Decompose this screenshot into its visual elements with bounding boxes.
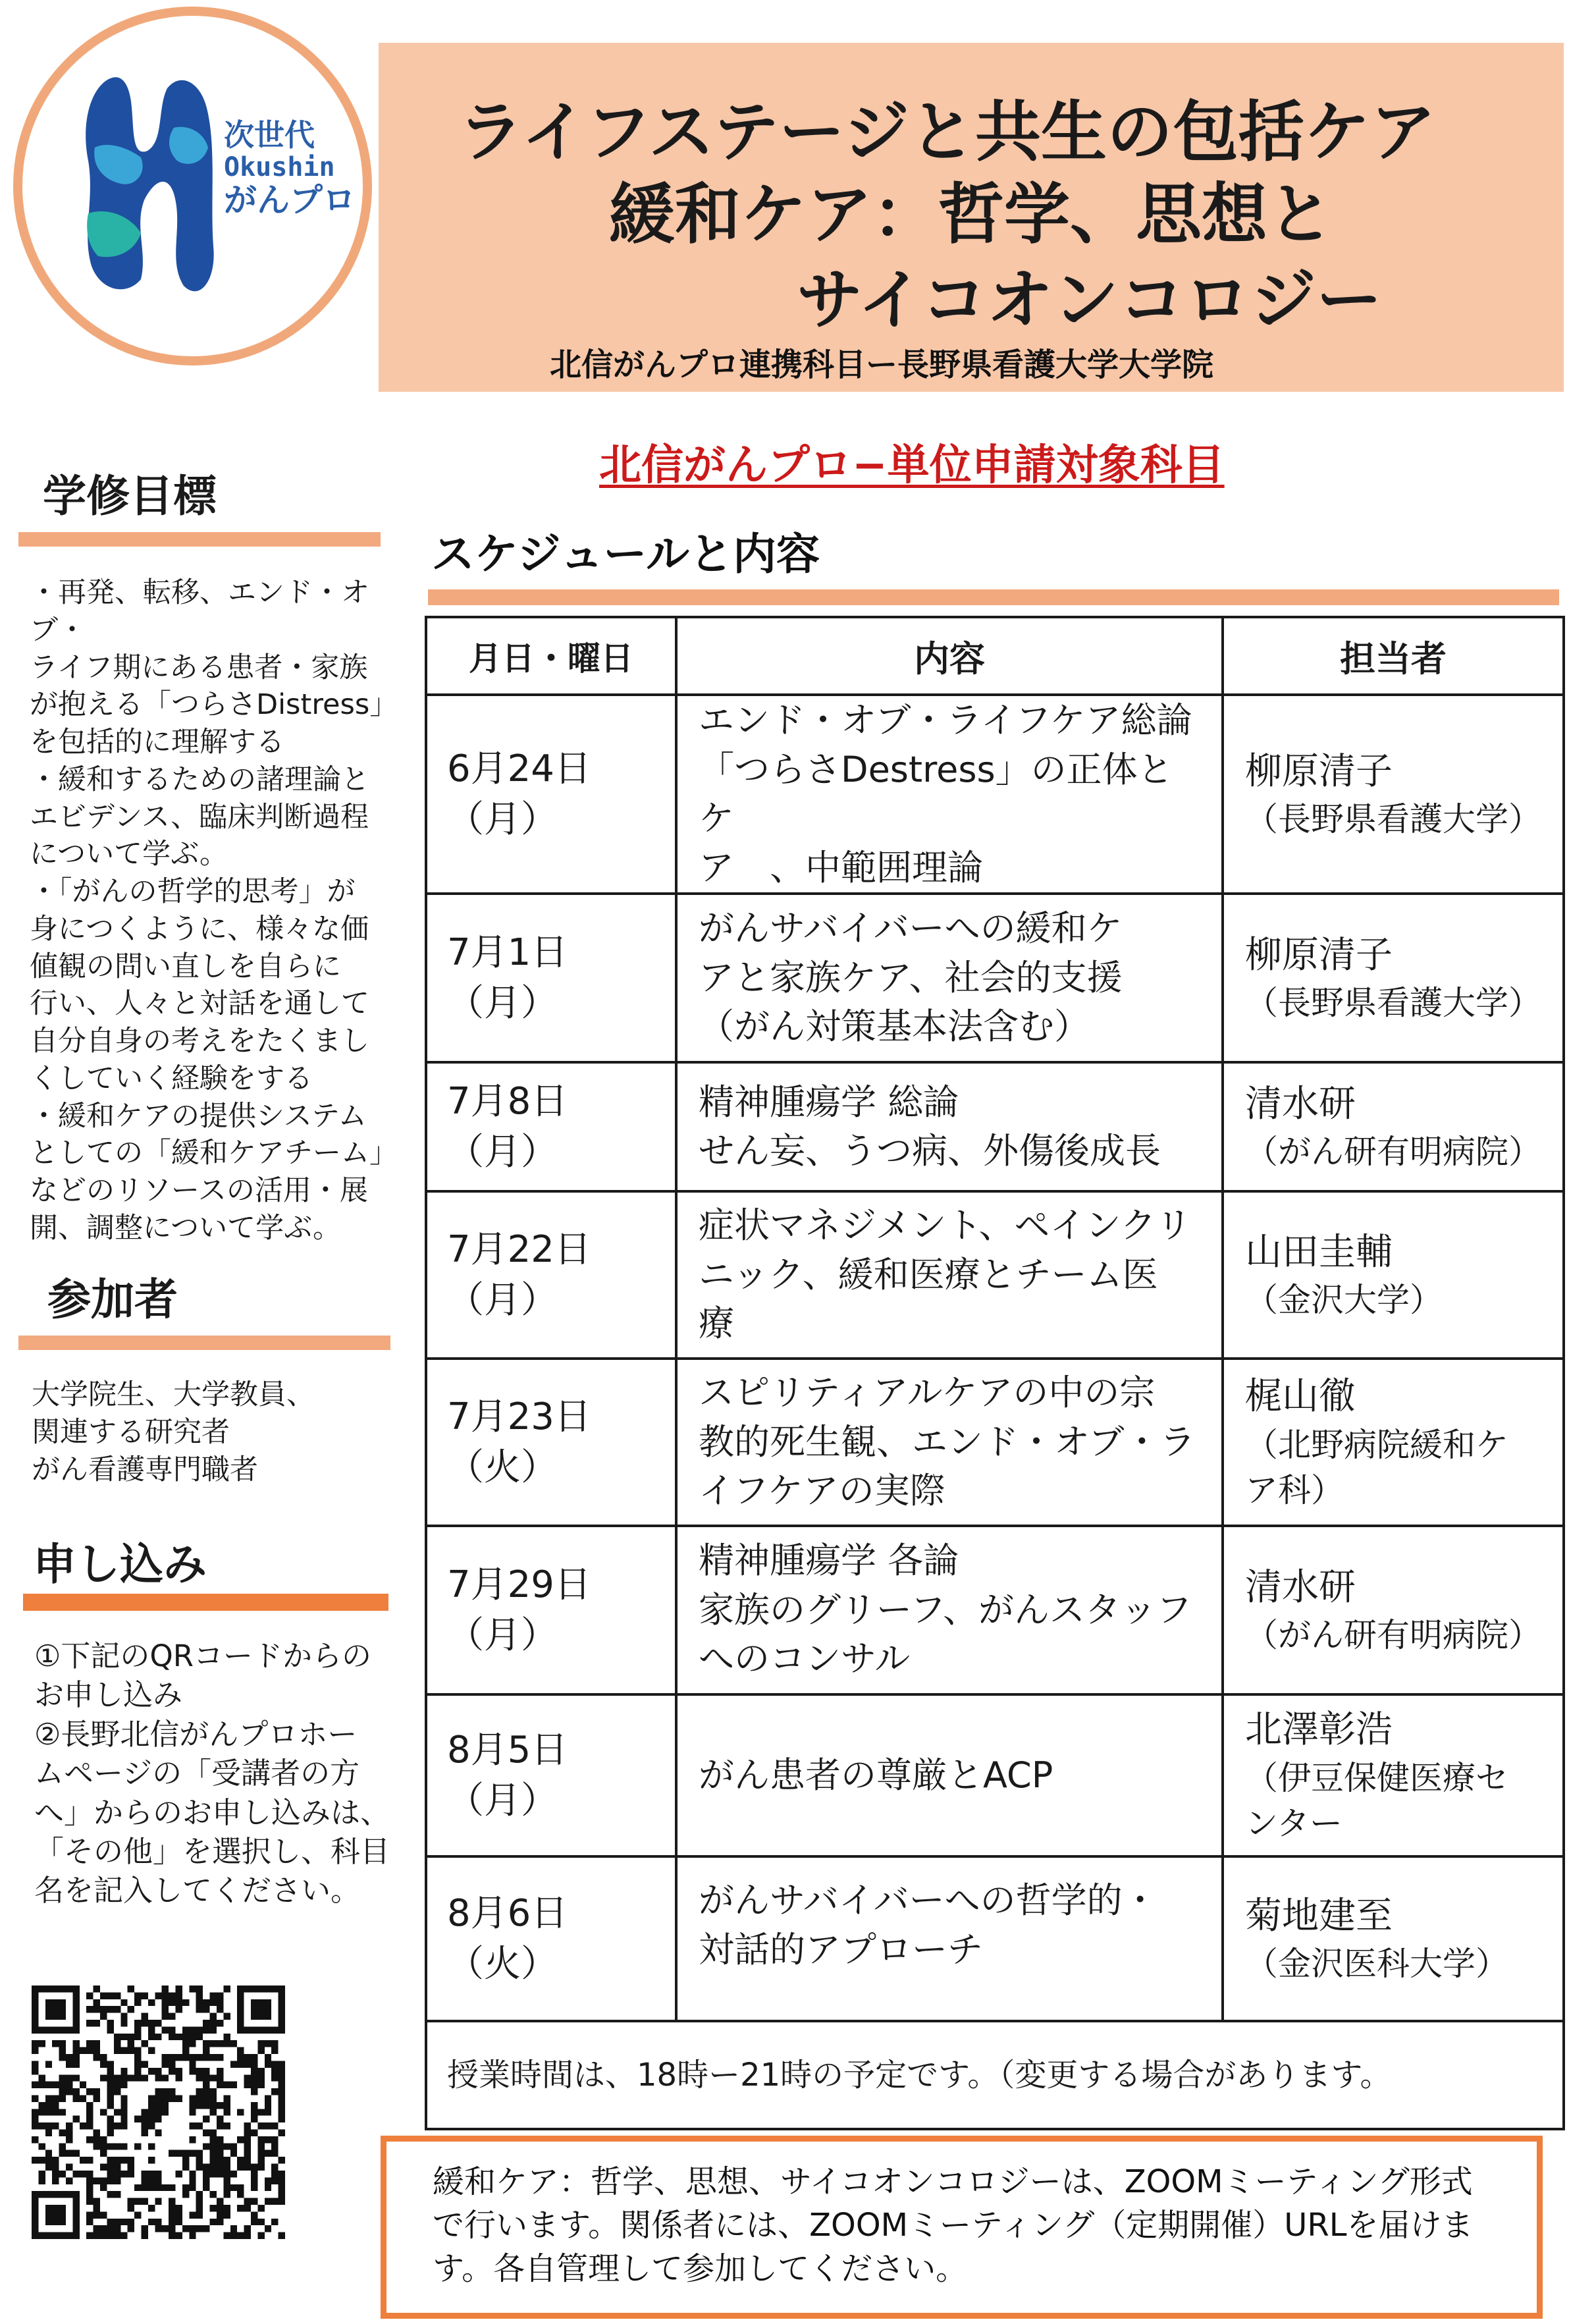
header-content: 内容 xyxy=(676,617,1223,695)
goals-line: 身につくように、様々な価 xyxy=(30,912,369,946)
schedule-table-wrap xyxy=(425,616,1562,2130)
apply-line: お申し込み xyxy=(34,1677,183,1713)
instructor-name: 山田圭輔 xyxy=(1245,1230,1393,1274)
content-line: がんサバイバーへの哲学的・ xyxy=(699,1879,1158,1922)
table-row xyxy=(426,1191,1564,1359)
table-note-row xyxy=(426,2021,1564,2129)
instructor-affiliation: （北野病院緩和ケ xyxy=(1245,1425,1508,1464)
instructor-affiliation: （金沢医科大学） xyxy=(1245,1945,1508,1984)
date: 7月8日 xyxy=(447,1079,568,1123)
goals-line: を包括的に理解する xyxy=(30,726,284,759)
instructor-name: 清水研 xyxy=(1245,1082,1356,1125)
participants-line: がん看護専門職者 xyxy=(32,1453,258,1486)
content-cell xyxy=(676,1856,1223,2021)
date: 8月6日 xyxy=(447,1891,568,1935)
instructor-name: 清水研 xyxy=(1245,1565,1356,1609)
instructor-name: 柳原清子 xyxy=(1245,933,1393,977)
content-cell xyxy=(676,1694,1223,1856)
weekday: （月） xyxy=(447,982,558,1025)
weekday: （火） xyxy=(447,1943,558,1986)
content-line: 「つらさDestress」の正体とケ xyxy=(699,748,1173,840)
goals-line: ライフ期にある患者・家族 xyxy=(30,651,368,684)
content-cell xyxy=(676,1191,1223,1359)
content-line: エンド・オブ・ライフケア総論 xyxy=(699,699,1192,741)
weekday: （月） xyxy=(447,1279,558,1322)
instructor-cell xyxy=(1223,1526,1564,1694)
instructor-affiliation: ア科） xyxy=(1245,1471,1344,1509)
date-cell xyxy=(426,1856,676,2021)
content-line: 精神腫瘍学 総論 xyxy=(699,1081,959,1123)
apply-text xyxy=(34,1636,403,1910)
goals-line: について学ぶ。 xyxy=(30,838,228,871)
content-line: ニック、緩和医療とチーム医 xyxy=(699,1253,1158,1295)
weekday: （月） xyxy=(447,1614,558,1658)
goals-line: ・「がんの哲学的思考」が xyxy=(30,875,356,908)
instructor-cell xyxy=(1223,894,1564,1062)
instructor-name: 菊地建至 xyxy=(1245,1894,1393,1937)
instructor-affiliation: （金沢大学） xyxy=(1245,1281,1443,1320)
content-line: 教的死生観、エンド・オブ・ラ xyxy=(699,1420,1196,1463)
instructor-cell xyxy=(1223,695,1564,894)
instructor-affiliation: （長野県看護大学） xyxy=(1245,984,1541,1023)
instructor-affiliation: （長野県看護大学） xyxy=(1245,800,1541,839)
weekday: （月） xyxy=(447,1779,558,1823)
zoom-notice xyxy=(381,2136,1543,2319)
title-line-1: ライフステージと共生の包括ケア xyxy=(458,94,1436,171)
date-cell xyxy=(426,894,676,1062)
table-header-row xyxy=(426,617,1564,695)
instructor-affiliation: （がん研有明病院） xyxy=(1245,1616,1541,1655)
table-row xyxy=(426,1062,1564,1191)
schedule-table xyxy=(425,616,1565,2130)
goals-line: ・再発、転移、エンド・オブ・ xyxy=(30,576,369,647)
content-line: せん妄、うつ病、外傷後成長 xyxy=(699,1130,1161,1172)
goals-line: 開、調整について学ぶ。 xyxy=(30,1211,341,1245)
logo-text xyxy=(224,119,369,219)
table-row xyxy=(426,1856,1564,2021)
goals-heading: 学修目標 xyxy=(43,471,217,522)
date: 7月22日 xyxy=(447,1228,591,1271)
apply-line: へ」からのお申し込みは、 xyxy=(34,1795,390,1830)
content-cell xyxy=(676,1359,1223,1526)
apply-heading: 申し込み xyxy=(33,1539,207,1590)
logo-line-3: がんプロ xyxy=(224,181,356,220)
goals-line: が抱える「つらさDistress」 xyxy=(30,688,398,722)
goals-line: としての「緩和ケアチーム」 xyxy=(30,1137,398,1170)
content-line: イフケアの実際 xyxy=(699,1470,945,1512)
table-row xyxy=(426,894,1564,1062)
header-instructor: 担当者 xyxy=(1223,617,1564,695)
content-line: （がん対策基本法含む） xyxy=(699,1006,1090,1048)
content-line: がんサバイバーへの緩和ケ xyxy=(699,907,1123,950)
weekday: （月） xyxy=(447,798,558,842)
content-line: 家族のグリーフ、がんスタッフ xyxy=(699,1588,1192,1631)
date-cell xyxy=(426,1062,676,1191)
instructor-name: 北澤彰浩 xyxy=(1245,1708,1393,1752)
goals-line: ・緩和ケアの提供システム xyxy=(30,1099,367,1133)
table-row xyxy=(426,1526,1564,1694)
weekday: （火） xyxy=(447,1446,558,1490)
date: 7月29日 xyxy=(447,1563,591,1606)
apply-divider xyxy=(23,1594,388,1611)
instructor-cell xyxy=(1223,1856,1564,2021)
participants-heading: 参加者 xyxy=(47,1274,178,1325)
content-line: がん患者の尊厳とACP xyxy=(699,1754,1053,1796)
instructor-name: 梶山徹 xyxy=(1245,1375,1356,1419)
goals-line: エビデンス、臨床判断過程 xyxy=(30,800,369,834)
content-line: ア 、中範囲理論 xyxy=(699,846,983,888)
content-cell xyxy=(676,894,1223,1062)
goals-line: ・緩和するための諸理論と xyxy=(30,763,369,796)
goals-line: くしていく経験をする xyxy=(30,1062,313,1095)
header-date: 月日・曜日 xyxy=(426,617,676,695)
credit-notice: 北信がんプロ−単位申請対象科目 xyxy=(599,441,1225,490)
date-cell xyxy=(426,1526,676,1694)
qr-code-icon[interactable] xyxy=(32,1986,285,2239)
content-cell xyxy=(676,695,1223,894)
table-row xyxy=(426,695,1564,894)
logo-line-1: 次世代 xyxy=(224,117,315,153)
goals-line: などのリソースの活用・展 xyxy=(30,1174,368,1207)
content-line: スピリティアルケアの中の宗 xyxy=(699,1372,1156,1414)
table-row xyxy=(426,1359,1564,1526)
instructor-cell xyxy=(1223,1062,1564,1191)
goals-line: 値観の問い直しを自らに xyxy=(30,950,341,983)
participants-line: 大学院生、大学教員、 xyxy=(32,1378,315,1411)
content-line: 対話的アプローチ xyxy=(699,1928,983,1970)
participants-line: 関連する研究者 xyxy=(32,1415,230,1449)
goals-text xyxy=(30,574,398,1247)
instructor-affiliation: ンター xyxy=(1245,1804,1343,1843)
content-line: 症状マネジメント、ペインクリ xyxy=(699,1204,1192,1247)
apply-line: ②長野北信がんプロホー xyxy=(34,1716,358,1752)
notice-line: 緩和ケア：哲学、思想、サイコオンコロジーは、ZOOMミーティング形式 xyxy=(433,2163,1473,2200)
date-cell xyxy=(426,1694,676,1856)
content-line: へのコンサル xyxy=(699,1638,911,1680)
title-line-3: サイコオンコロジー xyxy=(797,261,1382,338)
content-line: 精神腫瘍学 各論 xyxy=(699,1540,959,1582)
logo-line-2: Okushin xyxy=(224,151,335,182)
schedule-divider xyxy=(428,589,1559,605)
date: 7月1日 xyxy=(447,931,568,974)
content-cell xyxy=(676,1526,1223,1694)
schedule-heading: スケジュールと内容 xyxy=(431,529,820,580)
goals-divider xyxy=(18,532,381,547)
okushin-logo-icon xyxy=(68,68,220,306)
date: 8月5日 xyxy=(447,1728,568,1771)
apply-line: 名を記入してください。 xyxy=(34,1873,361,1908)
instructor-cell xyxy=(1223,1694,1564,1856)
class-time-note: 授業時間は、18時ー21時の予定です。（変更する場合があります。 xyxy=(426,2021,1564,2129)
participants-text xyxy=(32,1376,400,1488)
table-row xyxy=(426,1694,1564,1856)
date: 6月24日 xyxy=(447,747,591,790)
notice-line: で行います。関係者には、ZOOMミーティング（定期開催）URLを届けま xyxy=(433,2207,1474,2244)
instructor-affiliation: （伊豆保健医療セ xyxy=(1245,1758,1508,1797)
date-cell xyxy=(426,1191,676,1359)
weekday: （月） xyxy=(447,1131,558,1174)
apply-line: ムページの「受講者の方 xyxy=(34,1756,360,1791)
subtitle: 北信がんプロ連携科目ー長野県看護大学大学院 xyxy=(550,346,1214,383)
notice-line: す。各自管理して参加してください。 xyxy=(433,2250,968,2288)
goals-line: 自分自身の考えをたくまし xyxy=(30,1025,369,1058)
instructor-cell xyxy=(1223,1191,1564,1359)
apply-line: 「その他」を選択し、科目 xyxy=(34,1833,390,1869)
participants-divider xyxy=(18,1336,390,1350)
instructor-name: 柳原清子 xyxy=(1245,749,1393,793)
instructor-cell xyxy=(1223,1359,1564,1526)
date-cell xyxy=(426,695,676,894)
content-line: アと家族ケア、社会的支援 xyxy=(699,956,1123,998)
content-line: 療 xyxy=(699,1303,734,1345)
date-cell xyxy=(426,1359,676,1526)
apply-line: ①下記のQRコードからの xyxy=(34,1638,372,1673)
title-line-2: 緩和ケア：哲学、思想と xyxy=(609,176,1333,253)
goals-line: 行い、人々と対話を通して xyxy=(30,987,369,1021)
content-cell xyxy=(676,1062,1223,1191)
date: 7月23日 xyxy=(447,1395,591,1438)
instructor-affiliation: （がん研有明病院） xyxy=(1245,1133,1541,1172)
